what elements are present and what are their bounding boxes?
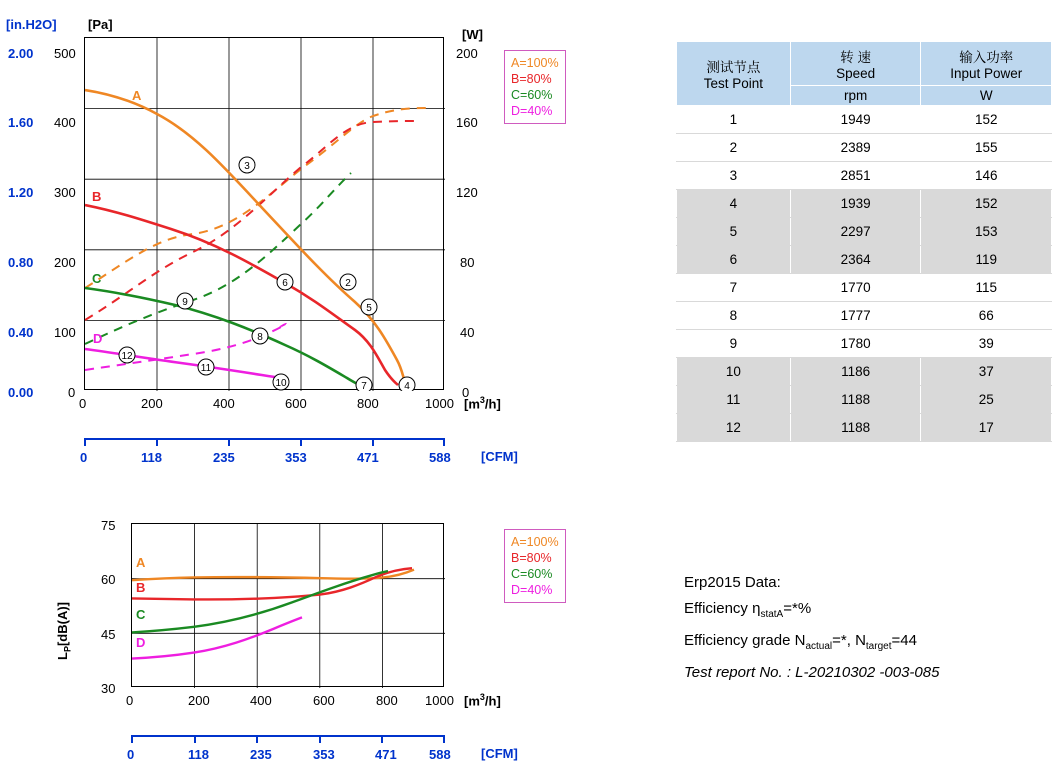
svg-text:12: 12 <box>121 351 133 362</box>
legend1-item-c: C=60% <box>511 88 553 102</box>
table-row <box>677 386 1052 414</box>
cfm2-tick-5: 588 <box>429 747 451 762</box>
cell-power: 152 <box>921 190 1052 218</box>
curve-label-b1: B <box>92 189 102 204</box>
cell-speed: 2389 <box>790 134 921 162</box>
xtick1-2: 400 <box>213 396 235 411</box>
cfm2-axis-label: [CFM] <box>481 746 518 761</box>
ytick2-0: 30 <box>101 681 116 696</box>
ytick2-2: 60 <box>101 572 116 587</box>
legend1-item-a: A=100% <box>511 56 559 70</box>
header-test-point <box>677 42 791 106</box>
yaxis2-label <box>56 602 73 660</box>
cfm1-tickmark-5 <box>443 438 445 446</box>
svg-text:3: 3 <box>244 161 250 172</box>
svg-text:8: 8 <box>257 332 263 343</box>
cell-test-point: 12 <box>677 414 791 442</box>
cfm1-tick-3: 353 <box>285 450 307 465</box>
axis-label-inh2o: [in.H2O] <box>6 17 57 32</box>
cfm2-tickmark-3 <box>319 735 321 743</box>
ytick-inh2o-2: 0.80 <box>8 255 34 270</box>
curve-label-d1: D <box>93 331 103 346</box>
xtick2-4: 800 <box>376 693 398 708</box>
cell-speed: 1949 <box>790 106 921 134</box>
svg-text:11: 11 <box>200 363 212 374</box>
cell-speed: 2851 <box>790 162 921 190</box>
cell-speed: 2297 <box>790 218 921 246</box>
xaxis1-unit-sup: 3 <box>479 395 485 405</box>
cfm2-tick-2: 235 <box>250 747 272 762</box>
cfm1-tick-4: 471 <box>357 450 379 465</box>
cell-power: 66 <box>921 302 1052 330</box>
cfm2-tick-1: 118 <box>188 747 209 762</box>
legend-chart2 <box>504 529 566 603</box>
cell-test-point: 8 <box>677 302 791 330</box>
cell-speed: 2364 <box>790 246 921 274</box>
header-speed <box>790 42 921 86</box>
table-body <box>677 106 1052 442</box>
cell-power: 115 <box>921 274 1052 302</box>
erp-notes <box>684 570 939 686</box>
cell-speed: 1777 <box>790 302 921 330</box>
svg-text:2: 2 <box>345 278 351 289</box>
legend2-item-d: D=40% <box>511 583 553 597</box>
table-row <box>677 330 1052 358</box>
erp-grade-sub2: target <box>865 641 892 652</box>
erp-grade-sub1: actual <box>805 641 833 652</box>
curve-label-b2: B <box>136 580 146 595</box>
cfm1-tick-0: 0 <box>80 450 88 465</box>
cell-test-point: 6 <box>677 246 791 274</box>
cfm2-tickmark-0 <box>131 735 133 743</box>
axis-label-pa: [Pa] <box>88 17 113 32</box>
cfm1-tickmark-1 <box>156 438 158 446</box>
cfm2-tick-4: 471 <box>375 747 397 762</box>
yaxis2-label-unit: [dB(A)] <box>55 601 70 647</box>
cfm2-tick-3: 353 <box>313 747 335 762</box>
table-row <box>677 274 1052 302</box>
svg-text:4: 4 <box>404 381 410 391</box>
curve-label-c2: C <box>136 607 146 622</box>
cell-power: 119 <box>921 246 1052 274</box>
curve-label-d2: D <box>136 635 146 650</box>
ytick-inh2o-5: 2.00 <box>8 46 34 61</box>
xtick2-3: 600 <box>313 693 335 708</box>
header-power <box>921 42 1052 86</box>
header-test-point-en: Test Point <box>703 76 764 91</box>
cfm1-tickmark-3 <box>300 438 302 446</box>
curve-label-a2: A <box>136 555 146 570</box>
cfm2-tickmark-4 <box>381 735 383 743</box>
cell-power: 17 <box>921 414 1052 442</box>
cell-power: 152 <box>921 106 1052 134</box>
sound-chart-svg <box>132 524 445 688</box>
cfm1-tickmark-2 <box>228 438 230 446</box>
cfm1-tickmark-0 <box>84 438 86 446</box>
axis-label-watt: [W] <box>462 27 483 42</box>
cfm1-tick-1: 118 <box>141 450 162 465</box>
unit-speed: rpm <box>790 86 921 106</box>
cell-test-point: 9 <box>677 330 791 358</box>
ytick-pa-0: 0 <box>68 385 76 400</box>
cell-test-point: 5 <box>677 218 791 246</box>
ytick-pa-1: 100 <box>54 325 76 340</box>
table-row <box>677 106 1052 134</box>
ytick2-1: 45 <box>101 627 116 642</box>
ytick-pa-2: 200 <box>54 255 76 270</box>
erp-grade <box>684 628 939 660</box>
xaxis1-unit-suffix: /h] <box>484 396 501 412</box>
cell-speed: 1188 <box>790 386 921 414</box>
header-power-en: Input Power <box>950 66 1023 81</box>
xtick1-5: 1000 <box>425 396 454 411</box>
cfm1-tickmark-4 <box>372 438 374 446</box>
xaxis1-unit <box>464 396 501 410</box>
svg-text:5: 5 <box>366 303 372 314</box>
cell-speed: 1186 <box>790 358 921 386</box>
cell-speed: 1770 <box>790 274 921 302</box>
legend2-item-c: C=60% <box>511 567 553 581</box>
table-row <box>677 414 1052 442</box>
cell-power: 25 <box>921 386 1052 414</box>
erp-efficiency-suffix: =*% <box>783 600 812 617</box>
erp-efficiency <box>684 596 939 628</box>
cfm-axis-2 <box>131 735 444 737</box>
legend1-item-d: D=40% <box>511 104 553 118</box>
cfm2-tick-0: 0 <box>127 747 135 762</box>
erp-efficiency-sub: statA <box>760 609 784 620</box>
erp-grade-prefix: Efficiency grade N <box>684 632 806 649</box>
cell-power: 155 <box>921 134 1052 162</box>
cell-power: 146 <box>921 162 1052 190</box>
ytick-w-3: 120 <box>456 185 478 200</box>
unit-power: W <box>921 86 1052 106</box>
xtick1-1: 200 <box>141 396 163 411</box>
curve-label-c1: C <box>92 271 102 286</box>
xaxis2-unit <box>464 693 501 707</box>
test-point-table <box>676 41 1052 442</box>
ytick-pa-3: 300 <box>54 185 76 200</box>
ytick-w-4: 160 <box>456 115 478 130</box>
ytick-w-1: 40 <box>460 325 475 340</box>
cell-speed: 1780 <box>790 330 921 358</box>
table-row <box>677 358 1052 386</box>
cell-test-point: 2 <box>677 134 791 162</box>
erp-title: Erp2015 Data: <box>684 574 781 591</box>
legend-chart1 <box>504 50 566 124</box>
sound-pressure-chart <box>131 523 444 687</box>
xaxis2-unit-sup: 3 <box>479 692 485 702</box>
erp-report-no: Test report No. : L-20210302 -003-085 <box>684 664 940 681</box>
cell-test-point: 1 <box>677 106 791 134</box>
legend2-item-a: A=100% <box>511 535 559 549</box>
ytick-pa-4: 400 <box>54 115 76 130</box>
table-row <box>677 162 1052 190</box>
xtick2-0: 0 <box>126 693 134 708</box>
legend1-item-b: B=80% <box>511 72 552 86</box>
cfm2-tickmark-2 <box>256 735 258 743</box>
xaxis2-unit-suffix: /h] <box>484 693 501 709</box>
cell-test-point: 11 <box>677 386 791 414</box>
ytick-inh2o-4: 1.60 <box>8 115 34 130</box>
ytick-w-2: 80 <box>460 255 475 270</box>
cfm1-tick-2: 235 <box>213 450 235 465</box>
svg-text:7: 7 <box>361 381 367 391</box>
header-power-cn: 输入功率 <box>959 50 1014 65</box>
xaxis1-unit-prefix: [m <box>464 396 480 412</box>
header-speed-cn: 转 速 <box>840 50 871 65</box>
cfm1-tick-5: 588 <box>429 450 451 465</box>
cfm2-tickmark-5 <box>443 735 445 743</box>
xtick2-1: 200 <box>188 693 210 708</box>
sound-chart-plot-area <box>131 523 444 687</box>
header-speed-en: Speed <box>836 66 876 81</box>
table-row <box>677 134 1052 162</box>
ytick-inh2o-3: 1.20 <box>8 185 34 200</box>
cell-speed: 1188 <box>790 414 921 442</box>
table-row <box>677 302 1052 330</box>
table-row <box>677 246 1052 274</box>
cell-test-point: 4 <box>677 190 791 218</box>
erp-grade-suffix: =44 <box>891 632 917 649</box>
erp-grade-mid: =*, N <box>832 632 866 649</box>
ytick-w-0: 0 <box>462 385 470 400</box>
xtick1-3: 600 <box>285 396 307 411</box>
ytick-inh2o-0: 0.00 <box>8 385 34 400</box>
cell-test-point: 7 <box>677 274 791 302</box>
xtick2-2: 400 <box>250 693 272 708</box>
table-row <box>677 218 1052 246</box>
xtick2-5: 1000 <box>425 693 454 708</box>
xtick1-0: 0 <box>79 396 87 411</box>
cell-test-point: 10 <box>677 358 791 386</box>
ytick-pa-5: 500 <box>54 46 76 61</box>
cell-power: 39 <box>921 330 1052 358</box>
table-header-row <box>677 42 1052 86</box>
cfm1-axis-label: [CFM] <box>481 449 518 464</box>
curve-label-a1: A <box>132 88 142 103</box>
ytick-inh2o-1: 0.40 <box>8 325 34 340</box>
table-row <box>677 190 1052 218</box>
cell-speed: 1939 <box>790 190 921 218</box>
header-test-point-cn: 测试节点 <box>706 60 761 75</box>
ytick2-3: 75 <box>101 518 116 533</box>
erp-efficiency-prefix: Efficiency η <box>684 600 761 617</box>
svg-text:6: 6 <box>282 278 288 289</box>
svg-text:9: 9 <box>182 297 188 308</box>
yaxis2-label-sub: P <box>62 646 73 653</box>
cell-power: 37 <box>921 358 1052 386</box>
legend2-item-b: B=80% <box>511 551 552 565</box>
cell-power: 153 <box>921 218 1052 246</box>
xaxis2-unit-prefix: [m <box>464 693 480 709</box>
cfm-axis-1 <box>84 438 444 440</box>
svg-text:10: 10 <box>275 378 287 389</box>
ytick-w-5: 200 <box>456 46 478 61</box>
yaxis2-label-lp: L <box>55 652 70 660</box>
xtick1-4: 800 <box>357 396 379 411</box>
cell-test-point: 3 <box>677 162 791 190</box>
cfm2-tickmark-1 <box>194 735 196 743</box>
